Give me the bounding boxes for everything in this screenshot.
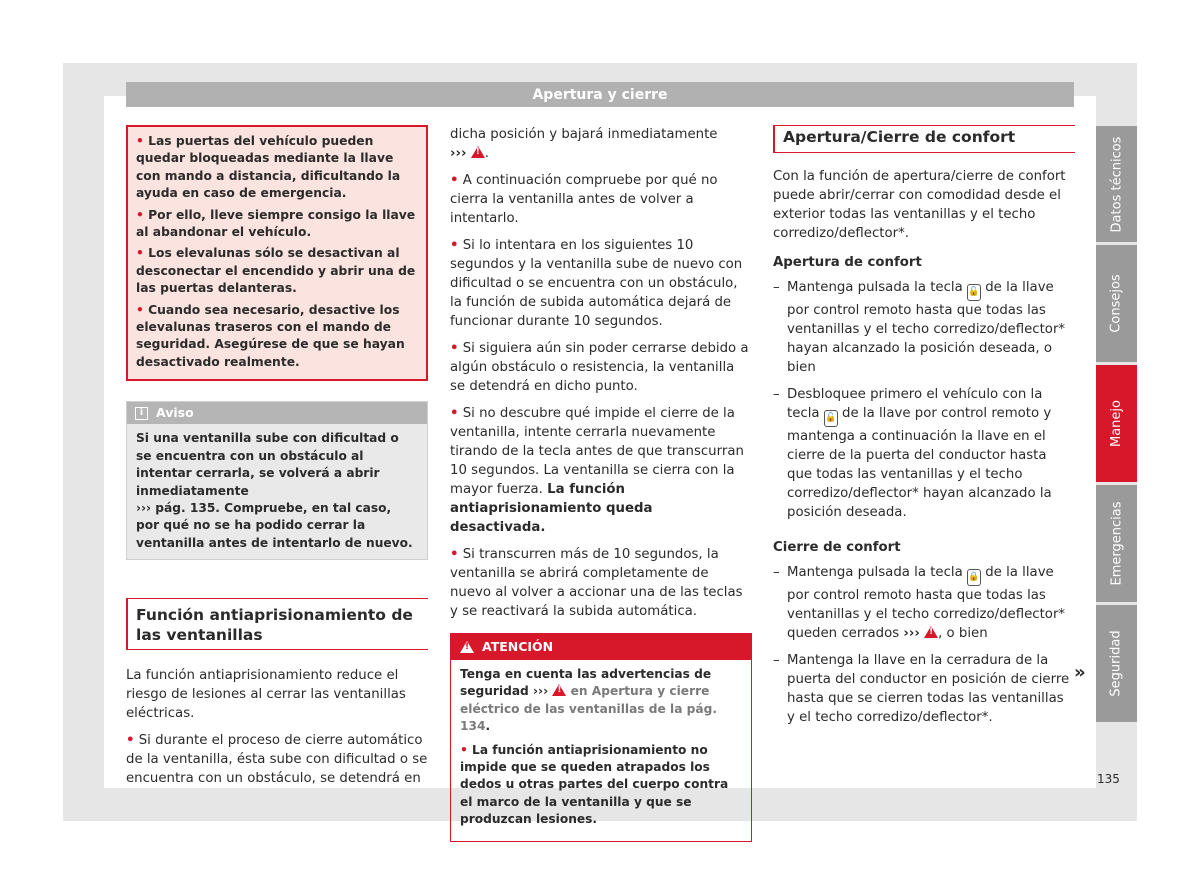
- atencion-label: ATENCIÓN: [482, 639, 554, 654]
- list-item: • Si siguiera aún sin poder cerrarse debido a algún obstáculo o resistencia, la ventanilla se detendrá en dicho punto.: [450, 341, 749, 394]
- list-item: • Si durante el proceso de cierre automático de la ventanilla, ésta sube con dificultad o se encuentra con un obstáculo, se detendrá en: [126, 733, 428, 787]
- subsection-title: Apertura de confort: [773, 255, 922, 270]
- page-number: 135: [1097, 772, 1120, 786]
- column-middle: [450, 125, 752, 842]
- list-item: • A continuación compruebe por qué no cierra la ventanilla antes de volver a intentarlo.: [450, 173, 718, 226]
- continued-paragraph: dicha posición y bajará inmediatamente ››› ! .: [450, 125, 752, 163]
- warning-item: • Por ello, lleve siempre consigo la llave al abandonar el vehículo.: [136, 207, 416, 240]
- unlock-key-icon: 🔓: [967, 284, 981, 301]
- aviso-label: Aviso: [156, 405, 194, 421]
- list-item: • Si no descubre qué impide el cierre de la ventanilla, intente cerrarla nuevamente tirando de la tecla antes de que transcurran 10 segundos. La ventanilla se cierra con la mayor fuerza. La función antiaprisionamiento queda desactivada.: [450, 406, 744, 535]
- continue-arrow-icon: »: [1074, 662, 1086, 683]
- aviso-body: Si una ventanilla sube con dificultad o se encuentra con un obstáculo al intentar cerrarla, se volverá a abrir inmediatamente ››› pág. 135. Compruebe, en tal caso, por qué no se ha podido cerrar la ventanilla antes de intentarlo de nuevo.: [136, 431, 413, 550]
- intro-paragraph: Con la función de apertura/cierre de confort puede abrir/cerrar con comodidad desde el exterior todas las ventanillas y el techo corredizo/deflector*.: [773, 169, 1066, 241]
- warning-triangle-icon: [460, 641, 474, 653]
- section-title: Función antiaprisionamiento de las ventanillas: [126, 598, 428, 650]
- tab-seguridad[interactable]: Seguridad: [1096, 605, 1137, 722]
- warning-triangle-icon: [471, 146, 485, 158]
- tab-consejos[interactable]: Consejos: [1096, 245, 1137, 362]
- aviso-box: [126, 401, 428, 560]
- chapter-tabs: [1096, 126, 1137, 725]
- warning-item: • Los elevalunas sólo se desactivan al desconectar el encendido y abrir una de las puertas delanteras.: [136, 246, 416, 296]
- unlock-key-icon: 🔓: [824, 410, 838, 427]
- tab-manejo[interactable]: Manejo: [1096, 365, 1137, 482]
- list-item: • Si transcurren más de 10 segundos, la ventanilla se abrirá completamente de nuevo al volver a accionar una de las teclas y se reactivará la subida automática.: [450, 547, 743, 619]
- warning-triangle-icon: [552, 684, 566, 696]
- warning-item: • Cuando sea necesario, desactive los elevalunas traseros con el mando de seguridad. Asegúrese de que se hayan desactivado realmente.: [136, 302, 405, 369]
- column-left: [126, 125, 428, 796]
- tab-emergencias[interactable]: Emergencias: [1096, 485, 1137, 602]
- atencion-box: [450, 633, 752, 842]
- column-right: [773, 125, 1075, 735]
- page-link[interactable]: ››› pág. 135: [136, 500, 216, 515]
- chapter-header: Apertura y cierre: [126, 82, 1074, 107]
- info-icon: i: [135, 407, 148, 420]
- tab-datos-tecnicos[interactable]: Datos técnicos: [1096, 126, 1137, 242]
- warning-triangle-icon: [924, 626, 938, 638]
- warning-box: [126, 125, 428, 381]
- lock-key-icon: 🔒: [967, 569, 981, 586]
- list-item: • Si lo intentara en los siguientes 10 segundos y la ventanilla sube de nuevo con dificultad o se encuentra con un obstáculo, la función de subida automática dejará de funcionar durante 10 segundos.: [450, 238, 743, 329]
- cross-reference-link[interactable]: ››› ! en Apertura y cierre eléctrico de las ventanillas de la pág. 134: [460, 684, 717, 733]
- warning-item: • Las puertas del vehículo pueden quedar bloqueadas mediante la llave con mando a distancia, dificultando la ayuda en caso de emergencia.: [136, 134, 401, 201]
- atencion-header: [451, 634, 751, 660]
- list-item: – Mantenga pulsada la tecla 🔓 de la llave por control remoto hasta que todas las ventanillas y el techo corredizo/deflector* hayan alcanzado la posición deseada, o bien: [773, 280, 1066, 375]
- list-item: – Desbloquee primero el vehículo con la tecla 🔓 de la llave por control remoto y mantenga a continuación la llave en el cierre de la puerta del conductor hasta que todas las ventanillas y el techo corredizo/deflector* hayan alcanzado la posición deseada.: [773, 387, 1052, 520]
- atencion-body: Tenga en cuenta las advertencias de seguridad ››› ! en Apertura y cierre eléctrico de las ventanillas de la pág. 134. • La función antiaprisionamiento no impide que se queden atrapados los dedos u otras partes del cuerpo contra el marco de la ventanilla y que se produzcan lesiones.: [451, 660, 751, 841]
- section-title: Apertura/Cierre de confort: [773, 125, 1075, 153]
- aviso-header: [127, 402, 427, 424]
- atencion-item: • La función antiaprisionamiento no impide que se queden atrapados los dedos u otras partes del cuerpo contra el marco de la ventanilla y que se produzcan lesiones.: [460, 742, 729, 827]
- subsection-title: Cierre de confort: [773, 540, 901, 555]
- list-item: – Mantenga la llave en la cerradura de la puerta del conductor en posición de cierre hasta que se cierren todas las ventanillas y el techo corredizo/deflector*.: [773, 653, 1070, 725]
- list-item: – Mantenga pulsada la tecla 🔒 de la llave por control remoto hasta que todas las ventanillas y el techo corredizo/deflector* queden cerrados ››› ! , o bien: [773, 563, 1075, 643]
- cross-reference-link[interactable]: ›››: [450, 146, 467, 161]
- intro-paragraph: La función antiaprisionamiento reduce el riesgo de lesiones al cerrar las ventanillas eléctricas.: [126, 668, 406, 722]
- cross-reference-link[interactable]: ›››: [903, 626, 920, 641]
